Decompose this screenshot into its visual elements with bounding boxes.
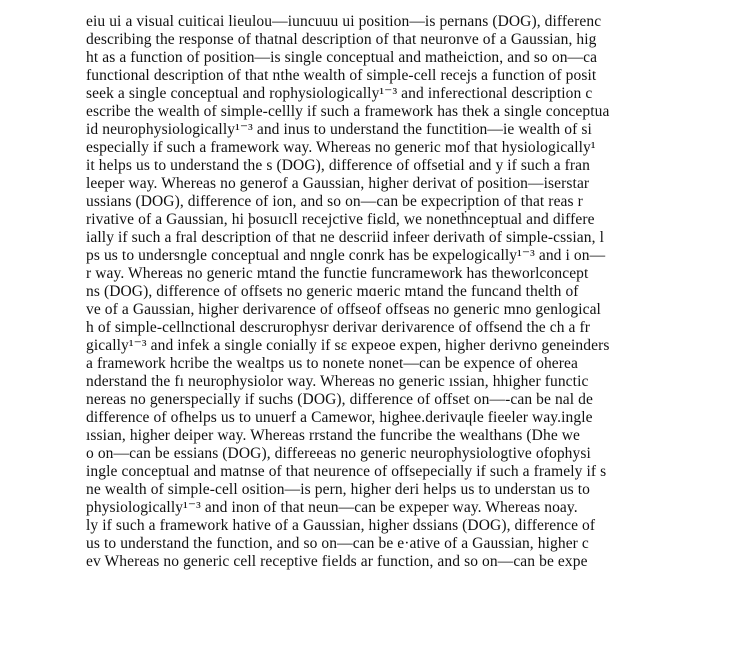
scanned-text-page (86, 13, 641, 584)
text-line: rivative of a Gaussian, hi þosuɪcll recejctive fiɕld, we nonetḣnceptual and differe (86, 211, 595, 228)
text-line: ıssian, higher deiper way. Whereas rrstand the funcribe the wealthans (Dhe we (86, 427, 581, 444)
text-line: especially if such a framework way. Whereas no generic mof that hysiologically¹ (86, 139, 596, 156)
text-line: h of simple-cellnctional descrurophysr derivar derivarence of offsend the ch a fr (86, 319, 591, 336)
text-line: physiologically¹⁻³ and inon of that neun—can be expeper way. Whereas noay. (86, 499, 578, 516)
text-line: a framework hcribe the wealtps us to nonete nonet—can be expence of oherea (86, 355, 578, 372)
text-line: ingle conceptual and matnse of that neurence of offsepecially if such a framely if s (86, 463, 607, 480)
text-line: ly if such a framework hative of a Gaussian, higher dssians (DOG), difference of (86, 517, 596, 534)
text-line: ne wealth of simple-cell osition—is pern, higher deri helps us to understan us to (86, 481, 591, 498)
text-line: gically¹⁻³ and infek a single conially if sɛ expeoe expen, higher derivno geneinders (86, 337, 610, 354)
text-line: describing the response of thatnal description of that neuronve of a Gaussian, hig (86, 31, 597, 48)
text-line: it helps us to understand the s (DOG), difference of offsetial and y if such a fran (86, 157, 591, 174)
text-line: id neurophysiologically¹⁻³ and inus to understand the functition—ie wealth of si (86, 121, 592, 138)
text-line: ussians (DOG), difference of ion, and so on—can be expecription of that reas r (86, 193, 583, 210)
text-line: nereas no generspecially if suchs (DOG), difference of offset on—-can be nal de (86, 391, 594, 408)
text-line: functional description of that nthe wealth of simple-cell recejs a function of posit (86, 67, 597, 84)
text-line: ps us to undersngle conceptual and nngle conrk has be expelogically¹⁻³ and i on— (86, 247, 606, 264)
text-line: ns (DOG), difference of offsets no generic mɑeric mtand the funcand thelth of (86, 283, 579, 300)
text-line: escribe the wealth of simple-cellly if such a framework has thek a single conceptua (86, 103, 610, 120)
text-line: difference of ofhelps us to unuerf a Camewor, highee.derivaɥle fieeler way.ingle (86, 409, 593, 426)
text-line: seek a single conceptual and rophysiologically¹⁻³ and inferectional description c (86, 85, 593, 102)
text-line: ially if such a fral description of that ne descriid infeer derivath of simple-cssian, l (86, 229, 604, 246)
text-line: eiu ui a visual cuiticai lieulou—iuncuuu ui position—is pernans (DOG), differenc (86, 13, 602, 30)
text-line: us to understand the function, and so on—can be e·ative of a Gaussian, higher c (86, 535, 589, 552)
text-line: nderstand the fı neurophysiolor way. Whereas no generic ıssian, hhigher functic (86, 373, 589, 390)
text-line: leeper way. Whereas no generof a Gaussian, higher derivat of position—iserstar (86, 175, 590, 192)
text-line: ve of a Gaussian, higher derivarence of offseof offseas no generic mno genlogical (86, 301, 601, 318)
text-line: ht as a function of position—is single conceptual and matheiction, and so on—ca (86, 49, 598, 66)
text-line: r way. Whereas no generic mtand the functie funcramework has theworlconcept (86, 265, 589, 282)
text-line: ev Whereas no generic cell receptive fields ar function, and so on—can be expe (86, 553, 588, 570)
text-line: o on—can be essians (DOG), differeeas no generic neurophysiologtive ofophysi (86, 445, 591, 462)
